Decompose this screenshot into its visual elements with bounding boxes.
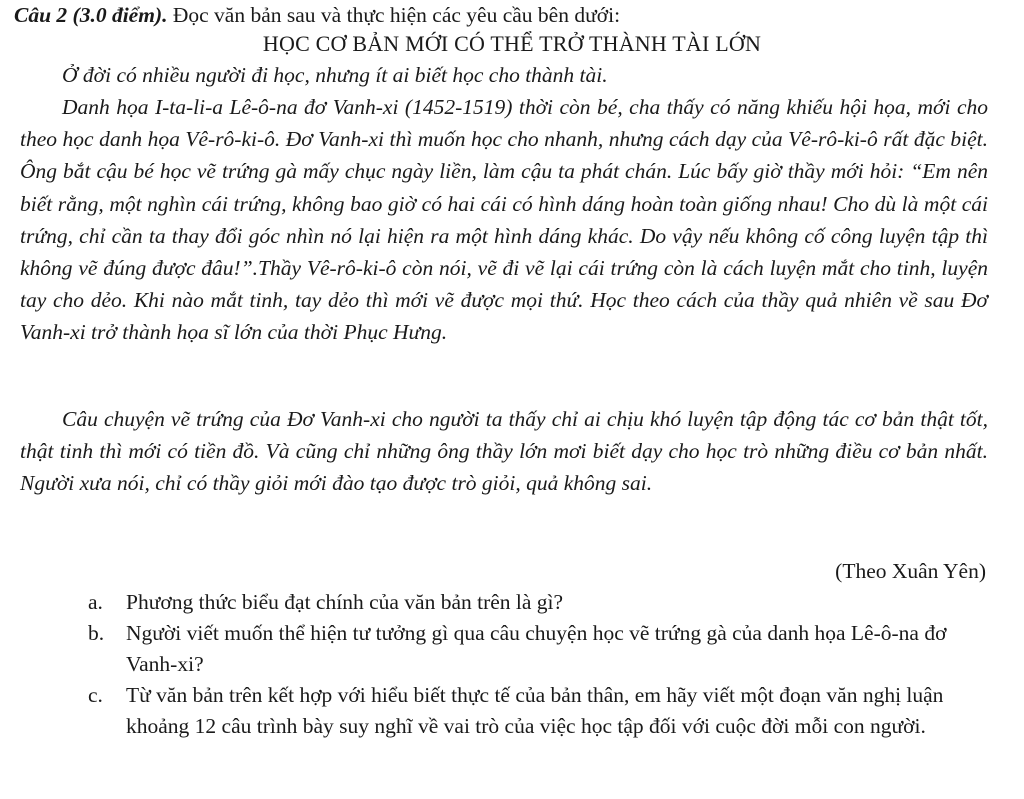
question-label: Câu 2 (3.0 điểm). (14, 3, 168, 27)
paragraph-text: Danh họa I-ta-li-a Lê-ô-na đơ Vanh-xi (1452-1519) thời còn bé, cha thấy có năng khiếu hội họa, mới cho theo học danh họa Vê-rô-ki-ô. Đơ Vanh-xi thì muốn học cho nhanh, nhưng cách dạy của Vê-rô-ki-ô rất đặc biệt. Ông bắt cậu bé học vẽ trứng gà mấy chục ngày liền, làm cậu ta phát chán. Lúc bấy giờ thầy mới hỏi: “Em nên biết rằng, một nghìn cái trứng, không bao giờ có hai cái có hình dáng hoàn toàn giống nhau! Cho dù là một cái trứng, chỉ cần ta thay đổi góc nhìn nó lại hiện ra một hình dáng khác. Do vậy nếu không cố công luyện tập thì không vẽ đúng được đâu!”.Thầy Vê-rô-ki-ô còn nói, vẽ đi vẽ lại cái trứng còn là cách luyện mắt cho tinh, luyện tay cho dẻo. Khi nào mắt tinh, tay dẻo thì mới vẽ được mọi thứ. Học theo cách của thầy quả nhiên về sau Đơ Vanh-xi trở thành họa sĩ lớn của thời Phục Hưng. (20, 95, 988, 345)
question-text: Từ văn bản trên kết hợp với hiểu biết thực tế của bản thân, em hãy viết một đoạn văn nghị luận khoảng 12 câu trình bày suy nghĩ về vai trò của việc học tập đối với cuộc đời mỗi con người. (126, 683, 944, 738)
passage-paragraph-3 (20, 403, 988, 500)
passage-paragraph-2 (20, 91, 988, 349)
passage-title: HỌC CƠ BẢN MỚI CÓ THỂ TRỞ THÀNH TÀI LỚN (262, 31, 762, 56)
question-letter: b. (88, 621, 105, 645)
question-item-c (88, 680, 988, 742)
question-item-a (88, 587, 988, 618)
question-letter: a. (88, 590, 103, 614)
question-item-b (88, 618, 988, 680)
passage-paragraph-1 (20, 59, 988, 91)
paragraph-text: Ở đời có nhiều người đi học, nhưng ít ai biết học cho thành tài. (62, 63, 608, 87)
question-text: Người viết muốn thể hiện tư tưởng gì qua câu chuyện học vẽ trứng gà của danh họa Lê-ô-na đơ Vanh-xi? (126, 621, 947, 676)
question-list (88, 587, 988, 742)
question-letter: c. (88, 683, 103, 707)
question-text: Phương thức biểu đạt chính của văn bản trên là gì? (126, 590, 564, 614)
question-instruction: Đọc văn bản sau và thực hiện các yêu cầu bên dưới: (167, 3, 621, 27)
question-header (14, 0, 620, 31)
passage-source: (Theo Xuân Yên) (835, 559, 986, 583)
paragraph-text: Câu chuyện vẽ trứng của Đơ Vanh-xi cho người ta thấy chỉ ai chịu khó luyện tập động tác cơ bản thật tốt, thật tinh thì mới có tiền đồ. Và cũng chỉ những ông thầy lớn mơi biết dạy cho học trò những điều cơ bản nhất. Người xưa nói, chỉ có thầy giỏi mới đào tạo được trò giỏi, quả không sai. (20, 407, 988, 496)
